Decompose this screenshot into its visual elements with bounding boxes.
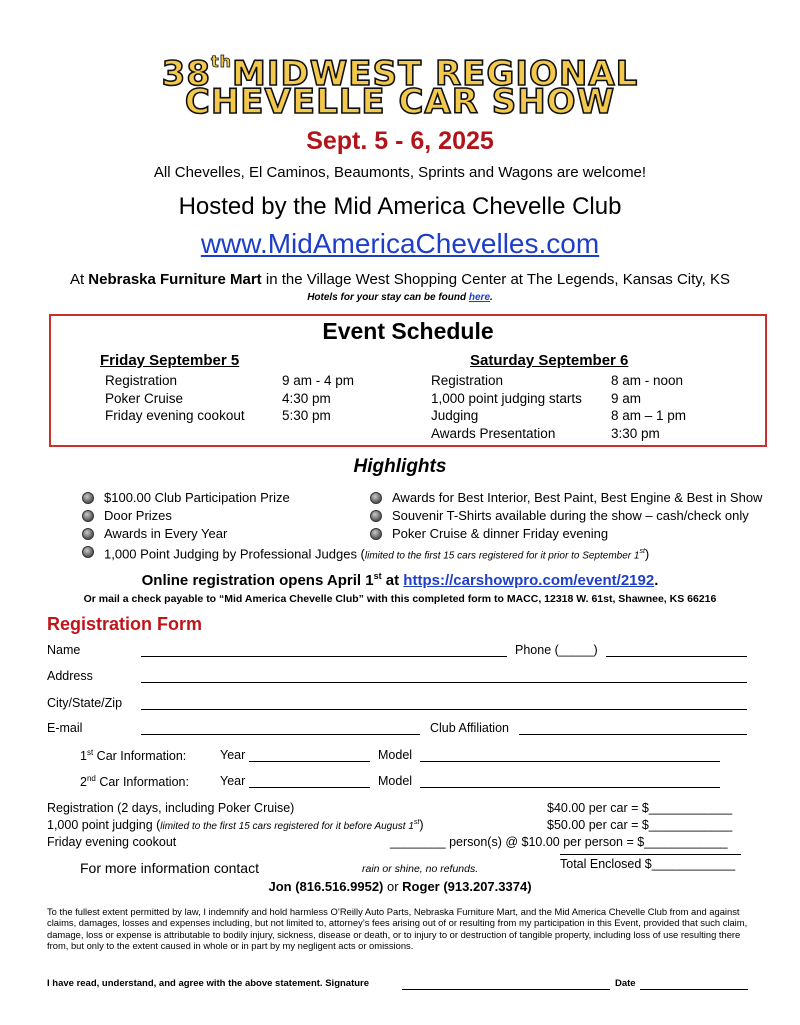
date-label: Date (615, 978, 636, 989)
highlights-title: Highlights (353, 456, 447, 477)
title-line-2: CHEVELLE CAR SHOW (184, 82, 616, 122)
mail-in-instructions: Or mail a check payable to “Mid America Chevelle Club” with this completed form to MACC, 12318 W. 61st, Shawnee, KS 66216 (83, 593, 717, 605)
judging-fee-label: 1,000 point judging (limited to the first 15 cars registered for it before August 1st) (47, 818, 424, 832)
title-line-1: 38thMIDWEST REGIONAL (161, 52, 639, 94)
saturday-event-time: 9 am (611, 390, 642, 406)
friday-event-time: 4:30 pm (282, 390, 331, 406)
saturday-event-time: 8 am – 1 pm (611, 408, 687, 423)
date-field[interactable] (640, 989, 748, 990)
car2-year-label: Year (220, 774, 246, 788)
saturday-event-time: 8 am - noon (611, 373, 684, 388)
bullet-icon (82, 510, 94, 522)
location-text: At Nebraska Furniture Mart in the Village West Shopping Center at The Legends, Kansas City, KS (69, 271, 731, 288)
liability-waiver: To the fullest extent permitted by law, I indemnify and hold harmless O’Reilly Auto Parts, Nebraska Furniture Mart, and the Mid America Chevelle Club from and against claims, damages, losses and expenses including, but not limited to, attorney’s fees arising out of or resulting from my participation in this Event, provided that such claim, damage, loss or expense is attributable to bodily injury, sickness, disease or death, or to injury to or destruction of tangible property, including loss of use resulting there from, but only to the extent caused in whole or in part by my negligent acts or omissions. (47, 906, 748, 952)
friday-event-time: 5:30 pm (282, 408, 331, 423)
highlight-item: Souvenir T-Shirts available during the show – cash/check only (370, 507, 762, 525)
highlight-item: 1,000 Point Judging by Professional Judges (limited to the first 15 cars registered for it prior to September 1st) (82, 543, 649, 565)
saturday-event-name: Registration (431, 373, 504, 388)
friday-event-name: Registration (105, 373, 178, 388)
bullet-icon (82, 546, 94, 558)
carshowpro-link[interactable]: https://carshowpro.com/event/2192 (403, 572, 655, 589)
friday-event-time: 9 am - 4 pm (282, 373, 355, 388)
saturday-event-names (431, 372, 582, 442)
highlight-item: Awards for Best Interior, Best Paint, Best Engine & Best in Show (370, 489, 762, 507)
saturday-heading: Saturday September 6 (470, 352, 629, 369)
city-state-zip-field[interactable] (141, 709, 747, 710)
car1-info-label: 1st Car Information: (80, 748, 187, 764)
registration-fee-label: Registration (2 days, including Poker Cruise) (47, 801, 295, 815)
phone-field[interactable] (606, 656, 747, 657)
email-field[interactable] (141, 734, 420, 735)
bullet-icon (370, 528, 382, 540)
car2-info-label: 2nd Car Information: (80, 774, 189, 790)
friday-event-names (105, 372, 245, 425)
club-website-link[interactable]: www.MidAmericaChevelles.com (200, 228, 600, 259)
highlight-item: Door Prizes (82, 507, 649, 525)
hotels-link[interactable]: here (468, 292, 491, 303)
online-registration: Online registration opens April 1st at https://carshowpro.com/event/2192. (141, 571, 659, 589)
judging-fee-amount[interactable]: $50.00 per car = $____________ (547, 818, 733, 832)
club-affiliation-label: Club Affiliation (430, 721, 509, 735)
hotels-note: Hotels for your stay can be found here. (307, 292, 493, 303)
car2-model-label: Model (378, 774, 413, 788)
city-state-zip-label: City/State/Zip (47, 696, 123, 710)
contact-label: For more information contact (80, 860, 259, 876)
car1-year-field[interactable] (249, 761, 370, 762)
name-label: Name (47, 643, 81, 657)
event-dates: Sept. 5 - 6, 2025 (306, 127, 494, 155)
friday-heading: Friday September 5 (100, 352, 240, 369)
bullet-icon (82, 528, 94, 540)
highlight-item: Poker Cruise & dinner Friday evening (370, 525, 762, 543)
friday-event-name: Poker Cruise (105, 390, 184, 406)
highlights-right-list (370, 489, 762, 543)
address-label: Address (47, 669, 93, 683)
total-divider (560, 854, 741, 855)
hosted-by: Hosted by the Mid America Chevelle Club (178, 193, 622, 220)
saturday-event-name: 1,000 point judging starts (431, 390, 582, 406)
saturday-event-time: 3:30 pm (611, 425, 660, 441)
agreement-statement: I have read, understand, and agree with the above statement. Signature (47, 978, 370, 989)
welcome-text: All Chevelles, El Caminos, Beaumonts, Sprints and Wagons are welcome! (153, 164, 647, 181)
cookout-fee-label: Friday evening cookout (47, 835, 177, 849)
rain-or-shine-note: rain or shine, no refunds. (362, 863, 479, 875)
car1-year-label: Year (220, 748, 246, 762)
cookout-fee-amount[interactable]: ________ person(s) @ $10.00 per person = $____________ (390, 835, 728, 849)
email-label: E-mail (47, 721, 83, 735)
friday-event-name: Friday evening cookout (105, 408, 245, 423)
car2-year-field[interactable] (249, 787, 370, 788)
saturday-event-times (611, 372, 686, 442)
car1-model-label: Model (378, 748, 413, 762)
total-enclosed[interactable]: Total Enclosed $____________ (560, 857, 736, 871)
friday-event-times (282, 372, 354, 425)
club-affiliation-field[interactable] (519, 734, 747, 735)
signature-field[interactable] (402, 989, 610, 990)
saturday-event-name: Judging (431, 408, 479, 423)
contact-phones: Jon (816.516.9952) or Roger (913.207.3374) (268, 879, 532, 894)
phone-label: Phone (_____) (515, 643, 598, 657)
bullet-icon (370, 510, 382, 522)
registration-form-title: Registration Form (47, 614, 203, 634)
registration-fee-amount[interactable]: $40.00 per car = $____________ (547, 801, 733, 815)
highlight-item: Awards in Every Year (82, 525, 649, 543)
highlight-item: $100.00 Club Participation Prize (82, 489, 649, 507)
car1-model-field[interactable] (420, 761, 720, 762)
car2-model-field[interactable] (420, 787, 720, 788)
event-schedule-title: Event Schedule (322, 318, 494, 344)
bullet-icon (82, 492, 94, 504)
name-field[interactable] (141, 656, 507, 657)
saturday-event-name: Awards Presentation (431, 425, 556, 441)
address-field[interactable] (141, 682, 747, 683)
bullet-icon (370, 492, 382, 504)
